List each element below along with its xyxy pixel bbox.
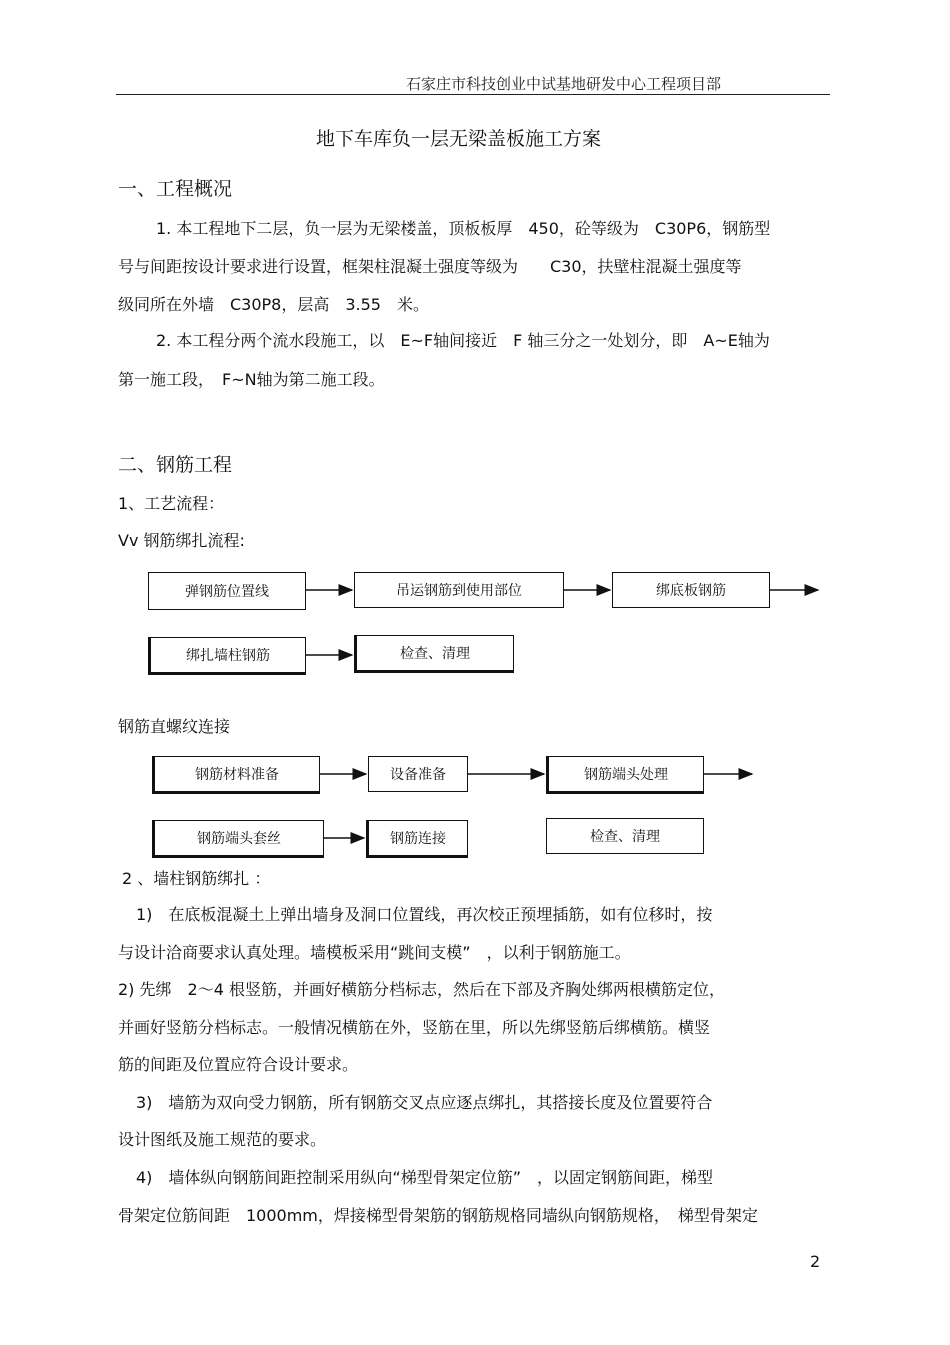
flow-box: 绑底板钢筋 — [612, 572, 770, 608]
paragraph-line: 级同所在外墙 C30P8，层高 3.55 米。 — [118, 295, 429, 314]
subheading-wall-column: 2 、墙柱钢筋绑扎 ： — [122, 869, 271, 888]
section-heading-rebar: 二、钢筋工程 — [118, 454, 233, 476]
item-line: 1) 在底板混凝土上弹出墙身及洞口位置线，再次校正预埋插筋，如有位移时，按 — [136, 905, 713, 924]
item-line: 与设计洽商要求认真处理。墙模板采用“跳间支模” ，以利于钢筋施工。 — [118, 943, 631, 962]
header-org: 石家庄市科技创业中试基地研发中心工程项目部 — [406, 75, 722, 93]
flow-box: 检查、清理 — [546, 818, 704, 854]
flow-box: 钢筋连接 — [366, 820, 468, 858]
paragraph-line: 号与间距按设计要求进行设置，框架柱混凝土强度等级为 C30，扶壁柱混凝土强度等 — [118, 257, 742, 276]
flow1-label: Vv 钢筋绑扎流程: — [118, 531, 245, 550]
item-line: 并画好竖筋分档标志。一般情况横筋在外，竖筋在里，所以先绑竖筋后绑横筋。横竖 — [118, 1018, 711, 1037]
item-line: 3) 墙筋为双向受力钢筋，所有钢筋交叉点应逐点绑扎，其搭接长度及位置要符合 — [136, 1093, 713, 1112]
flow-box: 设备准备 — [368, 756, 468, 792]
flow-box: 吊运钢筋到使用部位 — [354, 572, 564, 608]
section-heading-overview: 一、工程概况 — [118, 178, 233, 200]
paragraph-line: 第一施工段， F~N轴为第二施工段。 — [118, 370, 385, 389]
item-line: 骨架定位筋间距 1000mm，焊接梯型骨架筋的钢筋规格同墙纵向钢筋规格， 梯型骨架定 — [118, 1206, 758, 1225]
item-line: 筋的间距及位置应符合设计要求。 — [118, 1055, 359, 1074]
flow2-label: 钢筋直螺纹连接 — [118, 717, 231, 736]
flow-box: 钢筋材料准备 — [152, 756, 320, 794]
item-line: 设计图纸及施工规范的要求。 — [118, 1130, 327, 1149]
item-line: 2) 先绑 2～4 根竖筋，并画好横筋分档标志，然后在下部及齐胸处绑两根横筋定位， — [118, 980, 725, 999]
flow-box: 绑扎墙柱钢筋 — [148, 637, 306, 675]
flow-box: 弹钢筋位置线 — [148, 572, 306, 610]
document-title: 地下车库负一层无梁盖板施工方案 — [316, 128, 602, 150]
page-number: 2 — [810, 1252, 821, 1271]
flow-box: 检查、清理 — [354, 635, 514, 673]
item-line: 4) 墙体纵向钢筋间距控制采用纵向“梯型骨架定位筋” ，以固定钢筋间距，梯型 — [136, 1168, 714, 1187]
flow-box: 钢筋端头处理 — [546, 756, 704, 794]
subheading-process: 1、工艺流程： — [118, 494, 225, 513]
paragraph-line: 1. 本工程地下二层，负一层为无梁楼盖，顶板板厚 450，砼等级为 C30P6，钢筋型 — [156, 219, 771, 238]
paragraph-line: 2. 本工程分两个流水段施工，以 E~F轴间接近 F 轴三分之一处划分，即 A~E轴为 — [156, 331, 770, 350]
flow-box: 钢筋端头套丝 — [152, 820, 324, 858]
